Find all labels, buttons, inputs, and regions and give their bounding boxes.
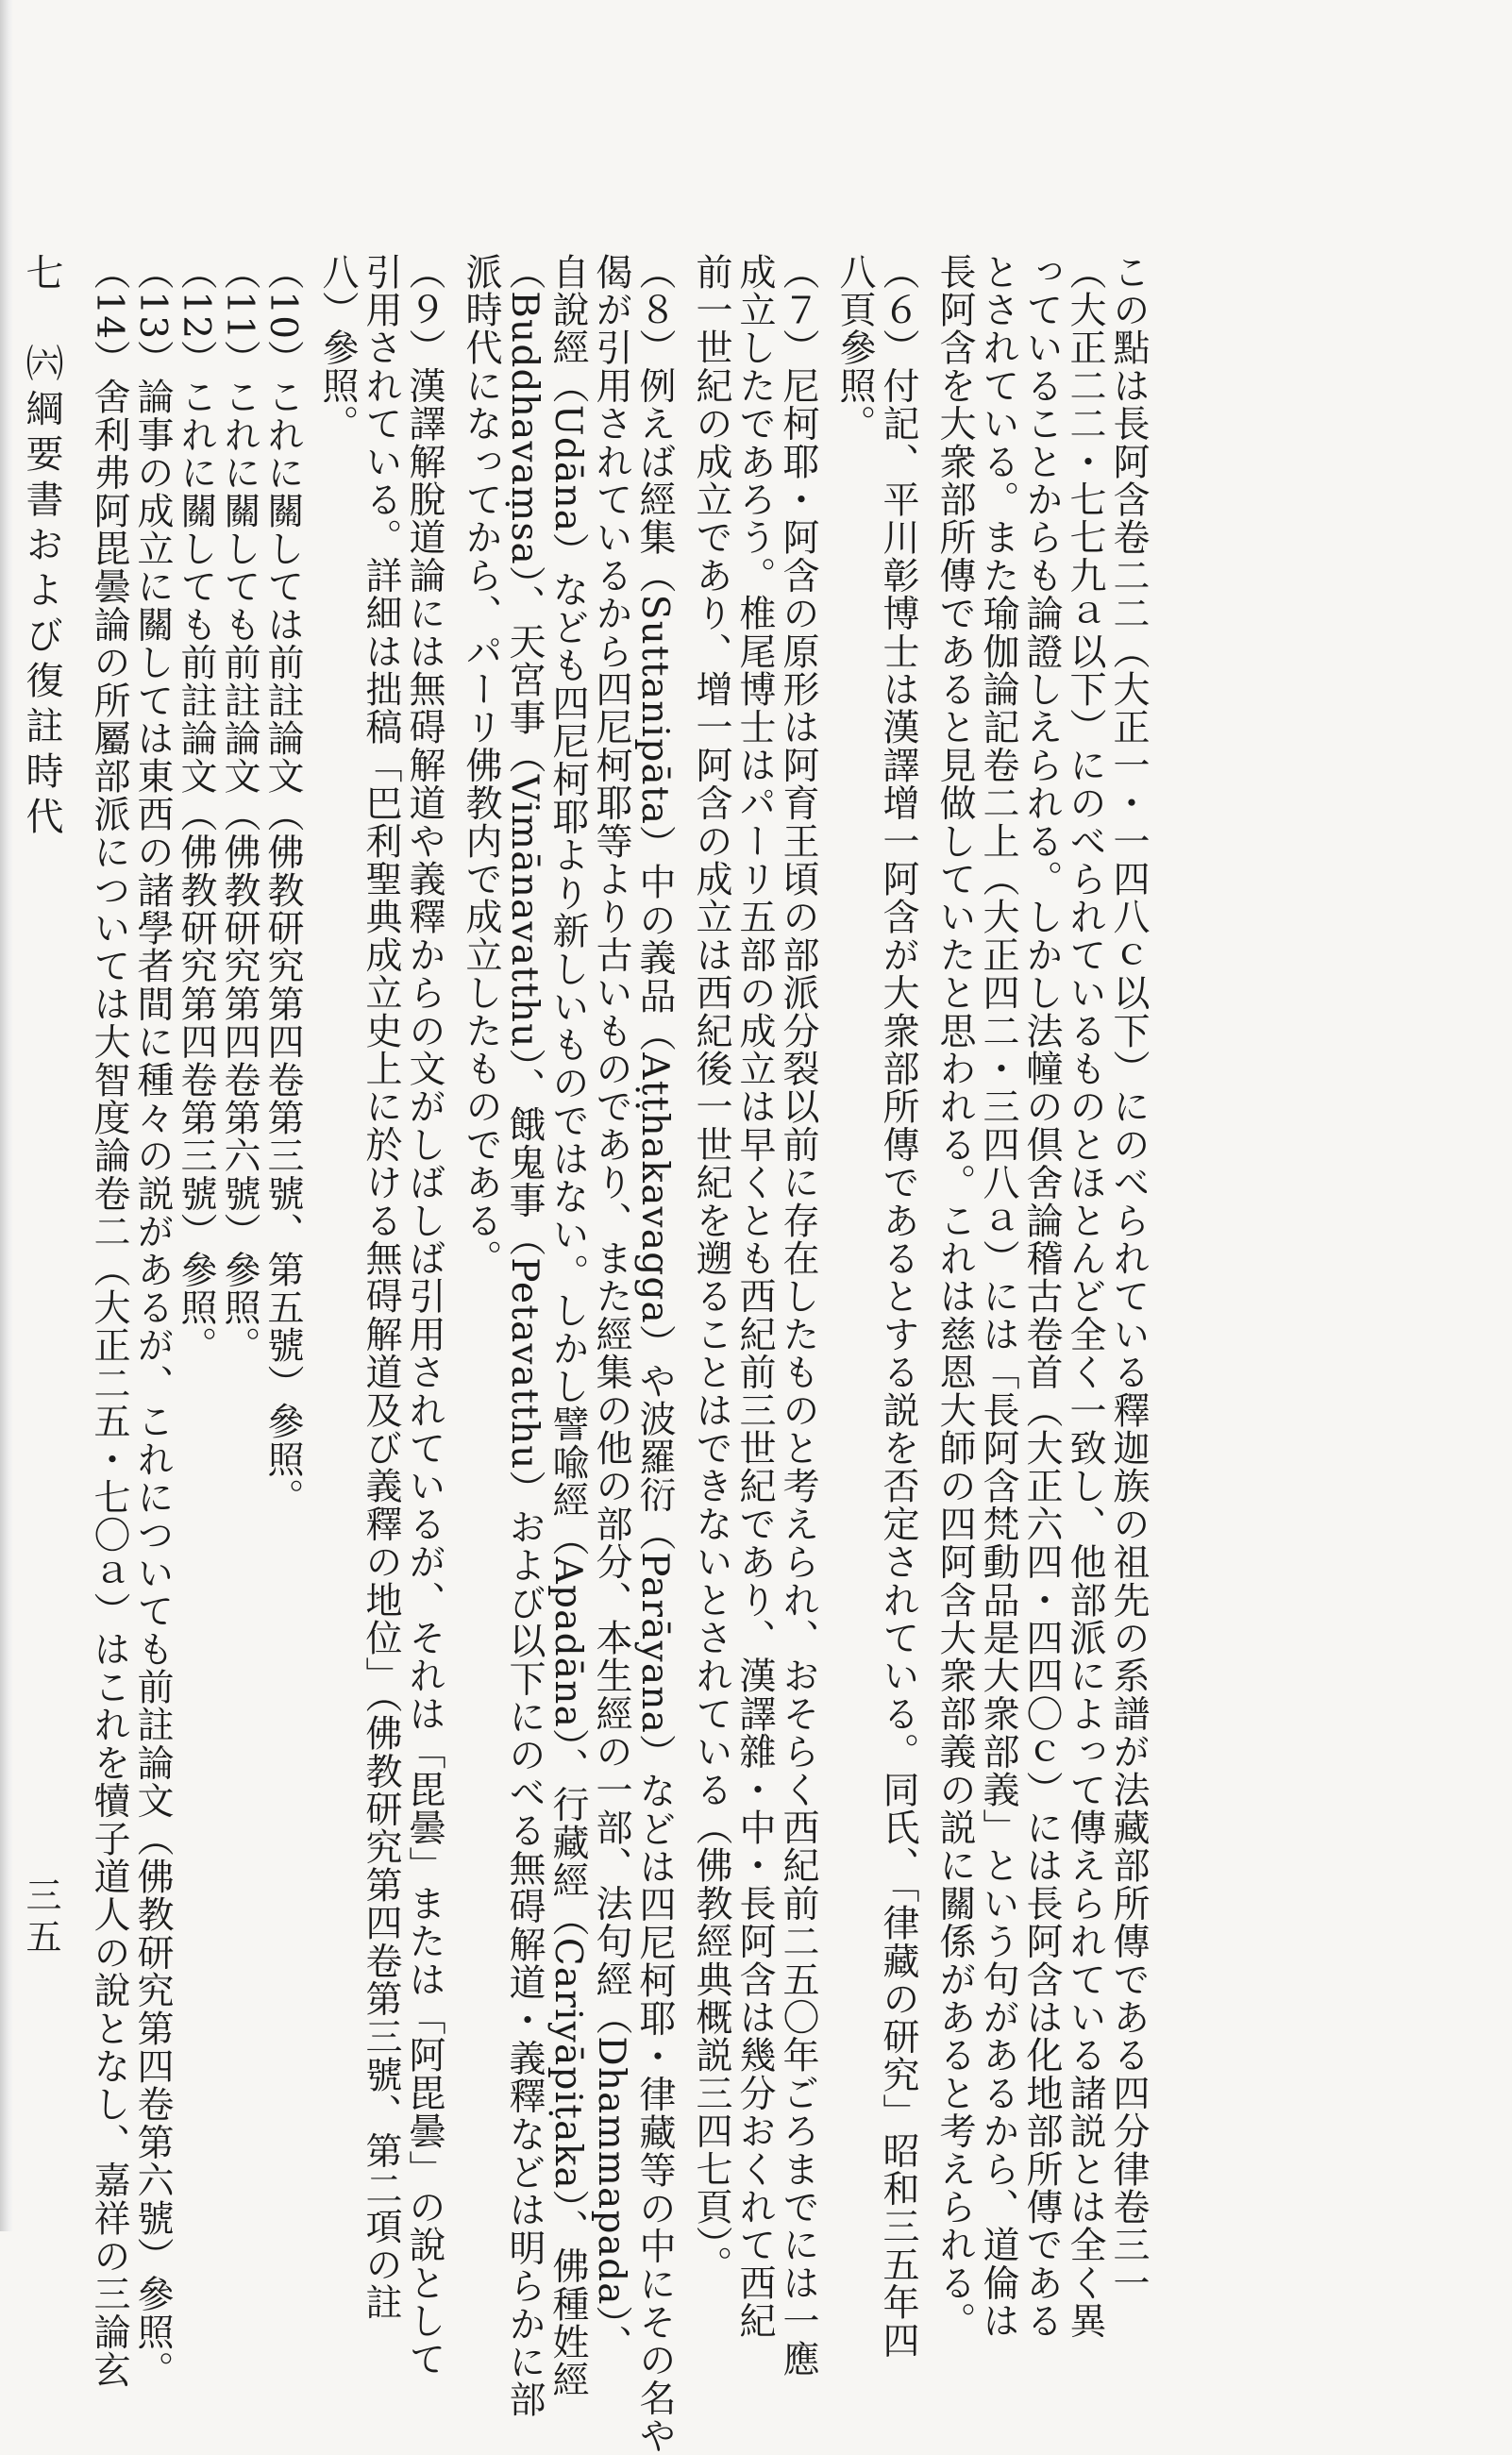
scan-edge — [0, 0, 13, 2231]
note-8-line: 自說經（Udāna）なども四尼柯耶より新しいものではない。しかし譬喩經（Apadāna）、行藏經（Cariyāpiṭaka）、佛種姓經 — [546, 253, 589, 2399]
note-8-line: （８）例えば經集（Suttanipāta）中の義品（Aṭṭhakavagga）や波羅衍（Parāyana）などは四尼柯耶・律藏等の中にその名や — [633, 253, 676, 2455]
note-10-line: （10）これに關しては前註論文（佛教研究第四卷第三號、第五號）參照。 — [261, 253, 304, 1517]
text-column: この點は長阿含卷二二（大正一・一四八ｃ以下）にのべられている釋迦族の祖先の系譜が法藏部所傳である四分律卷三一 — [1107, 253, 1150, 2302]
note-7-line: 前一世紀の成立であり、增一阿含の成立は西紀後一世紀を遡ることはできないとされている（佛教經典概説三四七頁）。 — [690, 253, 732, 2284]
text-column: 長阿含を大衆部所傳であると見做していたと思われる。これは慈恩大師の四阿含大衆部義の説に關係があると考えられる。 — [933, 253, 976, 2340]
note-9-line: 引用されている。詳細は拙稿「巴利聖典成立史上に於ける無碍解道及び義釋の地位」（佛教研究第四卷第三號、第二項の註 — [360, 253, 402, 2322]
note-9-line: （９）漢譯解脫道論には無碍解道や義釋からの文がしばしば引用されているが、それは「毘曇」または「阿毘曇」の說として — [403, 253, 445, 2379]
note-9-line: 八）參照。 — [316, 253, 359, 443]
note-6-line: 八頁參照。 — [833, 253, 876, 443]
text-column: （大正二二・七七九ａ以下）にのべられているものとほとんど全く一致し、他部派によって傳えられている諸説とは全く異 — [1064, 253, 1106, 2340]
note-7-line: （７）尼柯耶・阿含の原形は阿育王頃の部派分裂以前に存在したものと考えられ、おそらく西紀前二五〇年ごろまでには一應 — [777, 253, 819, 2379]
note-14-line: （14）舍利弗阿毘曇論の所屬部派については大智度論卷二（大正二五・七〇ａ）はこれを犢子道人の說となし、嘉祥の三論玄 — [88, 253, 130, 2390]
note-8-line: 偈が引用されているから四尼柯耶等より古いものであり、また經集の他の部分、本生經の一部、法句經（Dhammapada）、 — [590, 253, 632, 2363]
note-6-line: （６）付記、平川彰博士は漢譯增一阿含が大衆部所傳であるとする説を否定されている。同氏、「律藏の研究」昭和三五年四 — [877, 253, 919, 2360]
text-column: とされている。また瑜伽論記卷二上（大正四二・三四八ａ）には「長阿含梵動品是大衆部義」という句があるから、道倫は — [977, 253, 1019, 2340]
text-column: っていることからも論證しえられる。しかし法幢の倶舍論稽古卷首（大正六四・四四〇ｃ）には長阿含は化地部所傳である — [1020, 253, 1063, 2340]
note-13-line: （13）論事の成立に關しては東西の諸學者間に種々の説があるが、これについても前註論文（佛教研究第四卷第六號）參照。 — [131, 253, 174, 2390]
note-12-line: （12）これに關しても前註論文（佛教研究第四卷第三號）參照。 — [175, 253, 217, 1365]
note-8-line: 派時代になってから、パーリ佛教内で成立したものである。 — [460, 253, 502, 1278]
note-11-line: （11）これに關しても前註論文（佛教研究第四卷第六號）參照。 — [218, 253, 260, 1365]
page-number: 三五 — [20, 1876, 61, 1959]
running-footer: 七 ㈥綱要書および復註時代 — [20, 253, 63, 842]
note-7-line: 成立したであろう。椎尾博士はパーリ五部の成立は早くとも西紀前三世紀であり、漢譯雜・中・長阿含は幾分おくれて西紀 — [733, 253, 776, 2340]
note-8-line: （Buddhavaṃsa）、天宮事（Vimānavatthu）、餓鬼事（Petavatthu）および以下にのべる無碍解道・義釋などは明らかに部 — [503, 253, 546, 2419]
